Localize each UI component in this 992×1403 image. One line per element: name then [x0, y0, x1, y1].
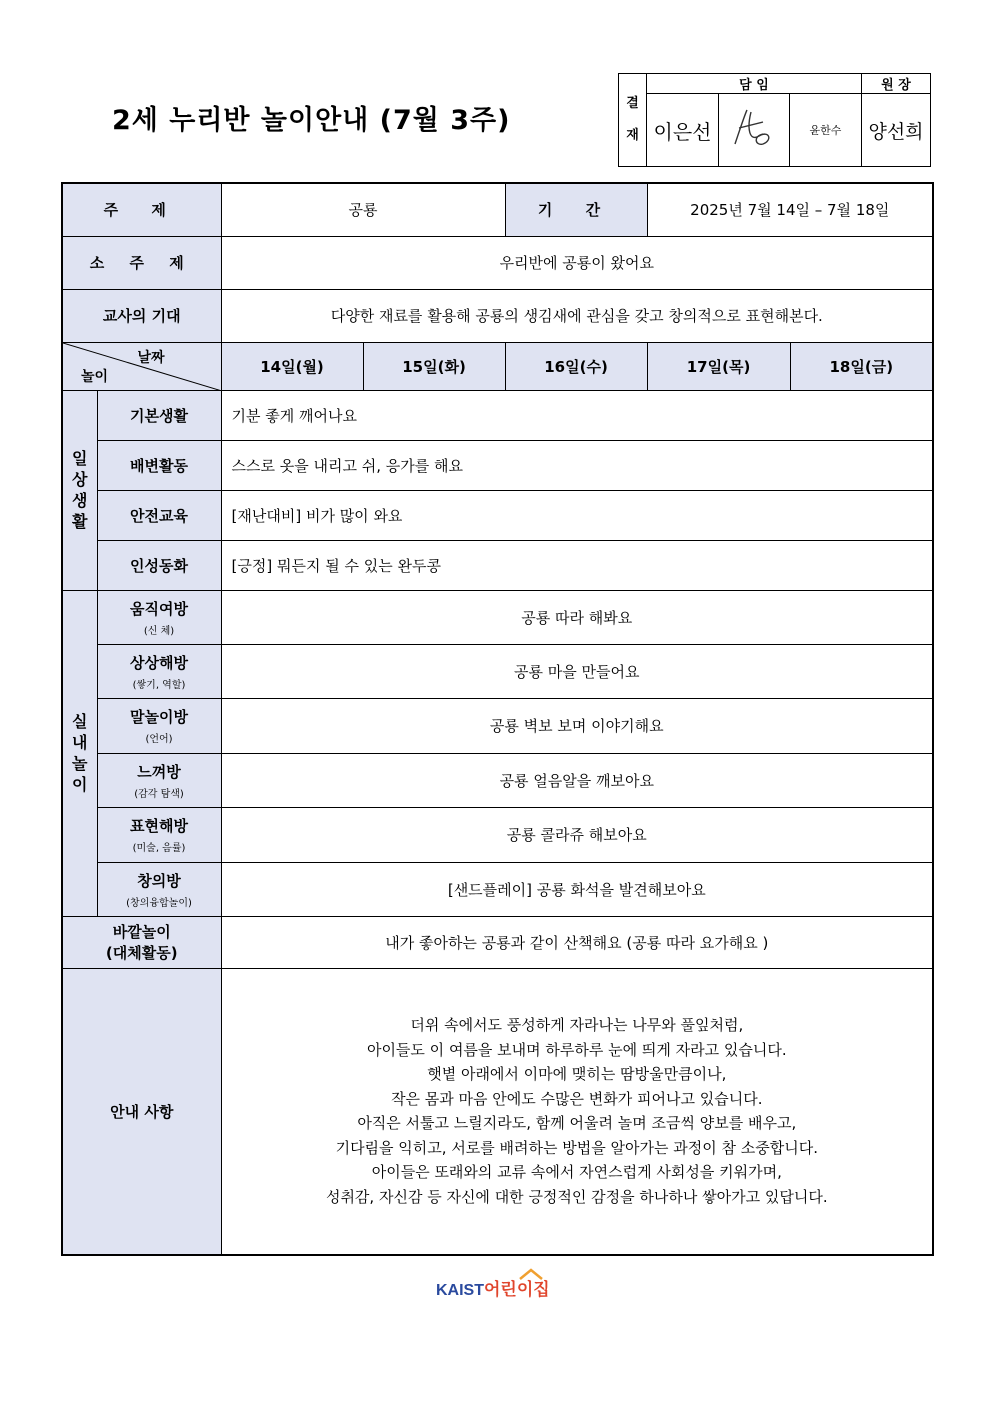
room-label: 말놀이방 (언어) — [97, 698, 221, 753]
row-label: 안전교육 — [97, 490, 221, 540]
period-label: 기 간 — [505, 183, 647, 236]
indoor-play-row — [62, 698, 933, 753]
period-value: 2025년 7월 14일 – 7월 18일 — [647, 183, 933, 236]
row-value: 공룡 따라 해봐요 — [221, 590, 933, 644]
section-char: 생 — [72, 491, 88, 510]
daily-life-row — [62, 440, 933, 490]
row-label: 배변활동 — [97, 440, 221, 490]
notice-row — [62, 968, 933, 1255]
indoor-play-section-label — [62, 590, 97, 916]
expectation-label: 교사의 기대 — [62, 289, 221, 342]
row-value: 공룡 콜라쥬 해보아요 — [221, 807, 933, 862]
row-value: 스스로 옷을 내리고 쉬, 응가를 해요 — [221, 440, 933, 490]
row-value: 기분 좋게 깨어나요 — [221, 390, 933, 440]
outdoor-row — [62, 916, 933, 968]
logo-text: 어린이집 — [484, 1280, 550, 1300]
notice-line: 햇볕 아래에서 이마에 맺히는 땀방울만큼이나, — [427, 1065, 727, 1084]
signature-slot — [790, 94, 862, 167]
room-sublabel: (언어) — [145, 734, 173, 745]
indoor-play-row — [62, 807, 933, 862]
notice-line: 더위 속에서도 풍성하게 자라나는 나무와 풀잎처럼, — [410, 1016, 744, 1035]
row-value: [재난대비] 비가 많이 와요 — [221, 490, 933, 540]
subtheme-label: 소 주 제 — [62, 236, 221, 289]
play-schedule-table — [61, 182, 934, 1256]
notice-line: 아이들은 또래와의 교류 속에서 자연스럽게 사회성을 키워가며, — [371, 1163, 782, 1182]
indoor-play-row — [62, 644, 933, 698]
notice-label: 안내 사항 — [62, 968, 221, 1255]
room-label: 느껴방 (감각 탐색) — [97, 753, 221, 807]
date-header-row — [62, 342, 933, 390]
section-char: 실 — [72, 712, 88, 731]
notice-line: 작은 몸과 마음 안에도 수많은 변화가 피어나고 있습니다. — [391, 1089, 763, 1108]
logo-brand: KAIST — [436, 1282, 484, 1299]
expectation-value: 다양한 재료를 활용해 공룡의 생김새에 관심을 갖고 창의적으로 표현해본다. — [221, 289, 933, 342]
expectation-row — [62, 289, 933, 342]
room-label: 창의방 (창의융합놀이) — [97, 862, 221, 916]
indoor-play-row — [62, 590, 933, 644]
room-sublabel: (쌓기, 역할) — [132, 679, 186, 691]
notice-line: 아직은 서툴고 느릴지라도, 함께 어울려 놀며 조금씩 양보를 배우고, — [357, 1114, 797, 1133]
room-sublabel: (창의융합놀이) — [126, 897, 192, 909]
theme-row — [62, 183, 933, 236]
director-header: 원 장 — [862, 74, 931, 94]
signature-slot — [719, 94, 790, 167]
signature-slot — [647, 94, 719, 167]
indoor-play-row — [62, 753, 933, 807]
approval-box — [618, 73, 931, 167]
daily-life-row — [62, 540, 933, 590]
day-header: 16일(수) — [505, 342, 647, 390]
page-title: 2세 누리반 놀이안내 (7월 3주) — [112, 105, 511, 136]
section-char: 이 — [72, 775, 88, 794]
theme-label: 주 제 — [62, 183, 221, 236]
notice-line: 아이들도 이 여름을 보내며 하루하루 눈에 띄게 자라고 있습니다. — [366, 1040, 787, 1059]
approval-side-label — [619, 74, 647, 167]
signature-name: 이은선 — [653, 119, 712, 144]
daily-life-row — [62, 490, 933, 540]
signature-slot — [862, 94, 931, 167]
kaist-kindergarten-logo — [436, 1275, 550, 1300]
section-char: 내 — [72, 733, 88, 752]
row-value: [긍정] 뭐든지 될 수 있는 완두콩 — [221, 540, 933, 590]
row-label: 인성동화 — [97, 540, 221, 590]
roof-icon — [518, 1267, 544, 1281]
row-value: 공룡 얼음알을 깨보아요 — [221, 753, 933, 807]
daily-life-row — [62, 390, 933, 440]
corner-play-label: 놀이 — [81, 368, 109, 385]
corner-date-label: 날짜 — [137, 349, 165, 366]
room-sublabel: (미술, 음률) — [132, 843, 186, 854]
day-header: 14일(월) — [221, 342, 363, 390]
room-label: 움직여방 (신 체) — [97, 590, 221, 644]
signature-name: 양선희 — [868, 120, 924, 143]
row-value: [샌드플레이] 공룡 화석을 발견해보아요 — [221, 862, 933, 916]
signature-scribble — [729, 106, 779, 150]
day-header: 17일(목) — [647, 342, 790, 390]
indoor-play-row — [62, 862, 933, 916]
section-char: 상 — [72, 470, 88, 489]
room-sublabel: (신 체) — [143, 625, 175, 637]
theme-value: 공룡 — [221, 183, 505, 236]
notice-line: 성취감, 자신감 등 자신에 대한 긍정적인 감정을 하나하나 쌓아가고 있답니다. — [325, 1187, 828, 1206]
notice-line: 기다림을 익히고, 서로를 배려하는 방법을 알아가는 과정이 참 소중합니다. — [335, 1138, 818, 1157]
section-char: 놀 — [72, 754, 88, 773]
row-value: 공룡 벽보 보며 이야기해요 — [221, 698, 933, 753]
room-label: 상상해방 (쌓기, 역할) — [97, 644, 221, 698]
outdoor-value: 내가 좋아하는 공룡과 같이 산책해요 (공룡 따라 요가해요 ) — [221, 916, 933, 968]
homeroom-header: 담 임 — [647, 74, 862, 94]
approval-side-char: 재 — [626, 128, 639, 143]
notice-body — [221, 968, 933, 1255]
row-value: 공룡 마을 만들어요 — [221, 644, 933, 698]
subtheme-value: 우리반에 공룡이 왔어요 — [221, 236, 933, 289]
section-char: 활 — [72, 512, 88, 531]
day-header: 18일(금) — [790, 342, 933, 390]
subtheme-row — [62, 236, 933, 289]
outdoor-label: 바깥놀이 (대체활동) — [62, 916, 221, 968]
signature-name: 윤한수 — [809, 124, 842, 137]
day-header: 15일(화) — [363, 342, 505, 390]
room-label: 표현해방 (미술, 음률) — [97, 807, 221, 862]
row-label: 기본생활 — [97, 390, 221, 440]
date-corner-cell — [62, 342, 221, 390]
daily-life-section-label — [62, 390, 97, 590]
section-char: 일 — [72, 449, 88, 468]
room-sublabel: (감각 탐색) — [134, 788, 184, 800]
approval-side-char: 결 — [626, 96, 639, 111]
